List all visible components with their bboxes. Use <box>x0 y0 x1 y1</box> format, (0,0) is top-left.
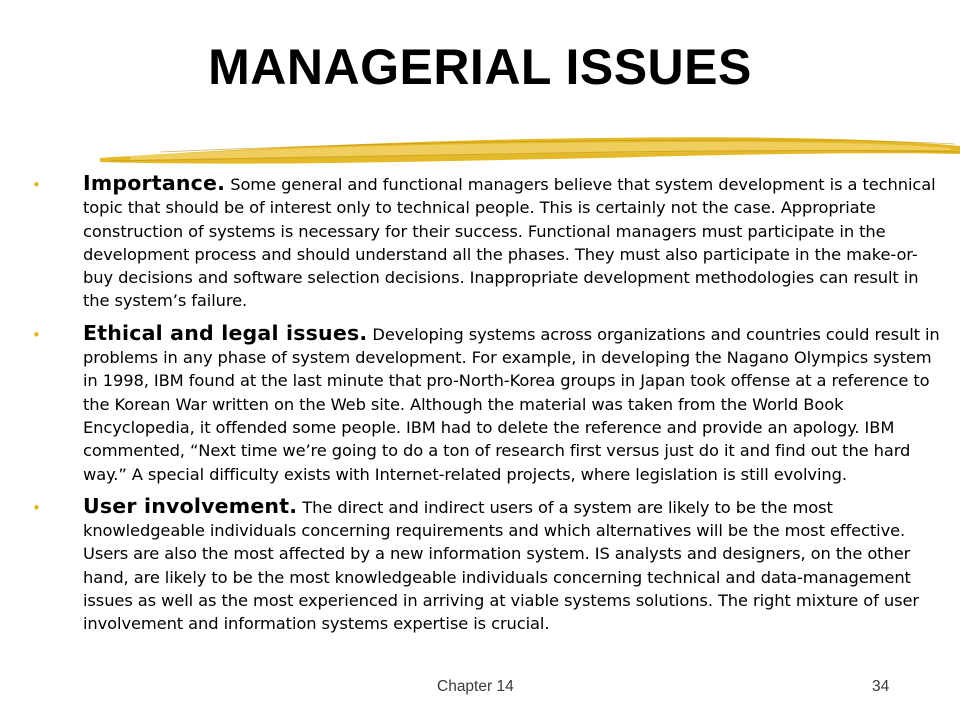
footer-page-number: 34 <box>872 678 890 695</box>
bullet-list <box>30 172 944 645</box>
bullet-text: Some general and functional managers believe that system development is a technical topic that should be of interest only to technical people. This is certainly not the case. Appropriate construction of systems is necessary for their success. Functional managers must participate in the development process and should understand all the phases. They must also participate in the make-or-buy decisions and software selection decisions. Inappropriate development methodologies can result in the system’s failure. <box>83 175 936 311</box>
bullet-heading: Importance. <box>83 171 226 195</box>
bullet-dot-icon: • <box>32 176 41 194</box>
bullet-item-ethical-legal <box>30 322 944 486</box>
slide-title: MANAGERIAL ISSUES <box>208 39 752 95</box>
title-underline-brush-stroke <box>100 128 960 176</box>
bullet-paragraph <box>83 322 944 486</box>
bullet-paragraph <box>83 172 944 313</box>
bullet-paragraph <box>83 495 944 636</box>
footer-chapter: Chapter 14 <box>437 678 514 695</box>
bullet-item-user-involvement <box>30 495 944 636</box>
bullet-text: Developing systems across organizations and countries could result in problems in any phase of system development. For example, in developing the Nagano Olympics system in 1998, IBM found at the last minute that pro-North-Korea groups in Japan took offense at a reference to the Korean War written on the Web site. Although the material was taken from the World Book Encyclopedia, it offended some people. IBM had to delete the reference and provide an apology. IBM commented, “Next time we’re going to do a ton of research first versus just do it and find out the hard way.” A special difficulty exists with Internet-related projects, where legislation is still evolving. <box>83 324 940 484</box>
bullet-heading: User involvement. <box>83 493 298 518</box>
bullet-dot-icon: • <box>32 325 41 344</box>
bullet-dot-icon: • <box>32 498 41 517</box>
bullet-heading: Ethical and legal issues. <box>83 320 368 345</box>
bullet-text: The direct and indirect users of a system are likely to be the most knowledgeable individuals concerning requirements and which alternatives will be the most effective. Users are also the most affected by a new information system. IS analysts and designers, on the other hand, are likely to be the most knowledgeable individuals concerning technical and data-management issues as well as the most experienced in arriving at viable systems solutions. The right mixture of user involvement and information systems expertise is crucial. <box>83 497 919 634</box>
bullet-item-importance <box>30 172 944 313</box>
